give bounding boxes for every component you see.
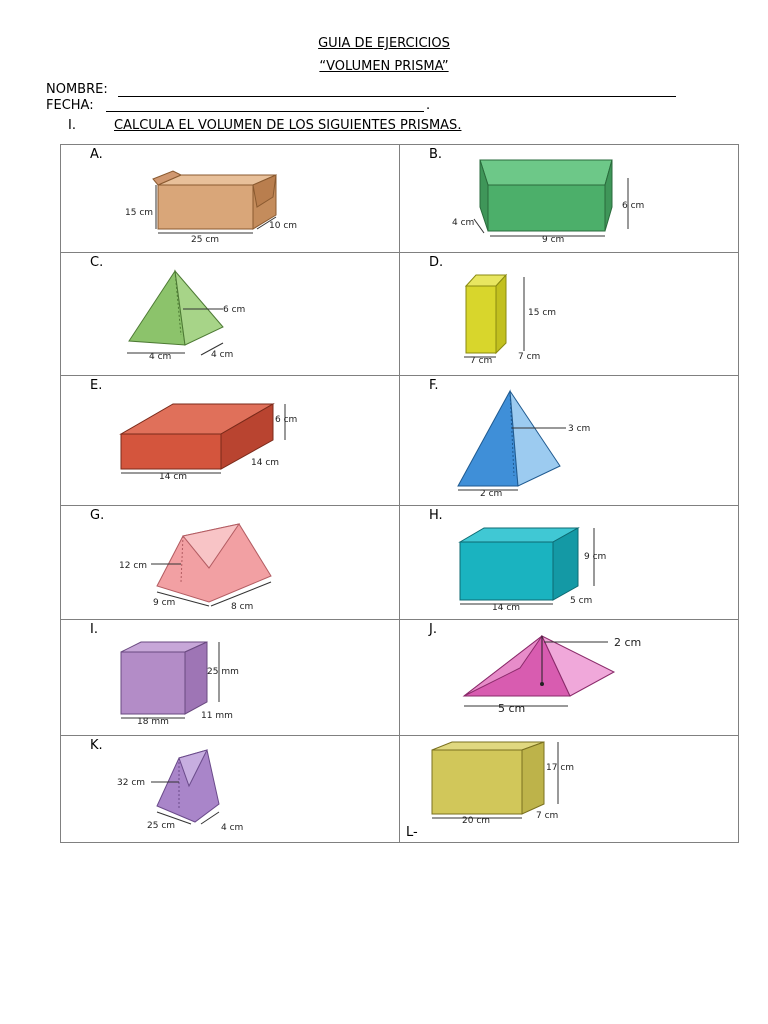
box-figure [400,506,739,620]
dim-label: 2 cm [480,489,503,499]
exercise-c [61,253,400,376]
exercise-letter: A. [90,147,103,162]
box-figure [61,376,400,506]
exercise-e [61,376,400,506]
pyramid-figure [61,253,400,376]
pyramid-figure [400,376,739,506]
prism-figure [61,736,400,843]
exercise-letter: E. [90,378,103,393]
dim-label: 9 cm [542,235,565,245]
dim-label: 14 cm [492,603,521,613]
date-line [106,111,424,112]
dim-label: 15 cm [125,208,154,218]
prism-figure [61,506,400,620]
exercise-letter: L- [406,825,418,840]
exercise-i [61,620,400,736]
date-field[interactable] [46,98,94,113]
page-subtitle: “VOLUMEN PRISMA” [319,59,449,74]
dim-label: 4 cm [452,218,475,228]
exercise-letter: F. [429,378,439,393]
exercise-grid [60,144,739,843]
section-heading [68,118,461,133]
date-label: FECHA: [46,98,94,113]
date-end: . [426,98,431,113]
dim-label: 14 cm [159,472,188,482]
dim-label: 32 cm [117,778,146,788]
dim-label: 25 cm [147,821,176,831]
box-figure [400,253,739,376]
exercise-letter: J. [429,622,437,637]
dim-label: 20 cm [462,816,491,826]
dim-label: 25 mm [207,667,239,677]
exercise-letter: H. [429,508,443,523]
exercise-letter: I. [90,622,98,637]
name-line [118,96,676,97]
exercise-letter: K. [90,738,103,753]
pyramid-figure [400,620,739,736]
exercise-f [400,376,739,506]
page-title: GUIA DE EJERCICIOS [318,36,450,51]
exercise-a [61,145,400,253]
dim-label: 9 cm [153,598,176,608]
section-instruction: CALCULA EL VOLUMEN DE LOS SIGUIENTES PRISMAS. [114,118,462,133]
dim-label: 11 mm [201,711,233,721]
dim-label: 3 cm [568,424,591,434]
exercise-b [400,145,739,253]
dim-label: 5 cm [498,702,526,715]
dim-label: 8 cm [231,602,254,612]
name-label: NOMBRE: [46,82,108,97]
dim-label: 5 cm [570,596,593,606]
exercise-g [61,506,400,620]
exercise-d [400,253,739,376]
exercise-l [400,736,739,843]
dim-label: 7 cm [470,356,493,366]
exercise-j [400,620,739,736]
exercise-h [400,506,739,620]
box-figure [400,736,739,843]
dim-label: 6 cm [223,305,246,315]
exercise-letter: B. [429,147,443,162]
dim-label: 17 cm [546,763,575,773]
dim-label: 7 cm [518,352,541,362]
dim-label: 7 cm [536,811,559,821]
exercise-letter: D. [429,255,444,270]
dim-label: 6 cm [275,415,298,425]
box-figure [61,145,400,253]
dim-label: 15 cm [528,308,557,318]
dim-label: 4 cm [221,823,244,833]
dim-label: 14 cm [251,458,280,468]
name-field[interactable] [46,82,108,97]
section-number: I. [68,118,76,133]
exercise-letter: C. [90,255,104,270]
dim-label: 4 cm [211,350,234,360]
dim-label: 25 cm [191,235,220,245]
dim-label: 9 cm [584,552,607,562]
exercise-k [61,736,400,843]
dim-label: 2 cm [614,636,642,649]
dim-label: 12 cm [119,561,148,571]
box-figure [61,620,400,736]
dim-label: 6 cm [622,201,645,211]
box-figure [400,145,739,253]
dim-label: 10 cm [269,221,298,231]
dim-label: 4 cm [149,352,172,362]
exercise-letter: G. [90,508,105,523]
dim-label: 18 mm [137,717,169,727]
